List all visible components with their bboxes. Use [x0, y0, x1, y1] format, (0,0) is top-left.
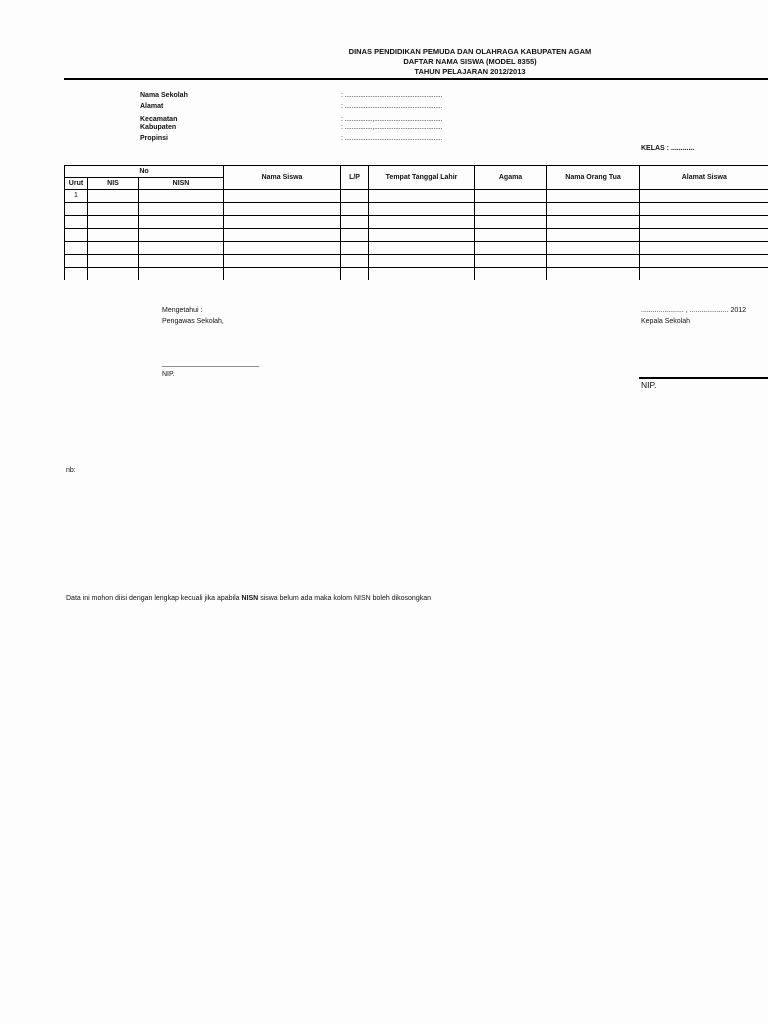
header-rule [64, 78, 768, 80]
table-cell-alamat-siswa [640, 190, 768, 203]
table-cell-nisn [139, 229, 224, 242]
info-label: Kabupaten [140, 124, 177, 131]
table-cell-lp [341, 268, 369, 281]
table-cell-nis [88, 203, 139, 216]
table-body [65, 190, 768, 281]
document-title [300, 47, 640, 77]
table-cell-nis [88, 242, 139, 255]
left-signature-line: _________________________ [162, 360, 260, 367]
header-nama-siswa: Nama Siswa [224, 166, 341, 190]
header-lp: L/P [341, 166, 369, 190]
table-cell-nis [88, 229, 139, 242]
table-cell-alamat-siswa [640, 268, 768, 281]
left-signature [162, 305, 224, 327]
table-cell-nama-orang-tua [547, 229, 640, 242]
header-nisn: NISN [139, 178, 224, 190]
header-nis: NIS [88, 178, 139, 190]
info-label: Nama Sekolah [140, 92, 188, 99]
table-row [65, 268, 768, 281]
table-cell-alamat-siswa [640, 242, 768, 255]
table-cell-agama [475, 255, 547, 268]
footnote-text-end: siswa belum ada maka kolom NISN boleh dikosongkan [258, 595, 432, 602]
info-label: Propinsi [140, 135, 169, 142]
nb-label: nb: [66, 467, 76, 474]
table-cell-agama [475, 190, 547, 203]
footnote [66, 593, 431, 604]
table-cell-lp [341, 203, 369, 216]
info-value: : ........................................................ [341, 92, 443, 99]
table-cell-nama-siswa [224, 242, 341, 255]
info-row-propinsi [140, 134, 540, 144]
table-cell-nis [88, 216, 139, 229]
table-row [65, 242, 768, 255]
table-cell-nisn [139, 190, 224, 203]
footnote-bold: NISN [241, 595, 259, 602]
table-cell-alamat-siswa [640, 229, 768, 242]
header-urut: Urut [65, 178, 88, 190]
table-cell-nama-orang-tua [547, 203, 640, 216]
header-tempat-tanggal-lahir: Tempat Tanggal Lahir [369, 166, 475, 190]
table-row [65, 203, 768, 216]
table-cell-alamat-siswa [640, 203, 768, 216]
table-cell-alamat-siswa [640, 216, 768, 229]
info-value: : ................,....................................... [341, 124, 443, 131]
pengawas-label: Pengawas Sekolah, [162, 318, 224, 325]
table-row [65, 190, 768, 203]
table-cell-lp [341, 255, 369, 268]
kelas-field: KELAS : ............ [641, 145, 695, 152]
table-cell-nama-siswa [224, 190, 341, 203]
table-cell-nama-orang-tua [547, 190, 640, 203]
left-nip-label: NIP. [162, 371, 175, 378]
table-cell-nama-siswa [224, 229, 341, 242]
info-row-alamat [140, 102, 540, 112]
right-signature [641, 305, 746, 327]
table-cell-lp [341, 229, 369, 242]
table-cell-nisn [139, 216, 224, 229]
info-label: Alamat [140, 103, 164, 110]
table-cell-agama [475, 268, 547, 281]
table-cell-urut [65, 255, 88, 268]
table-cell-urut [65, 268, 88, 281]
table-cell-urut [65, 203, 88, 216]
table-cell-lp [341, 242, 369, 255]
table-cell-alamat-siswa [640, 255, 768, 268]
info-value: : ........................................................ [341, 103, 443, 110]
table-cell-tempat-tanggal-lahir [369, 268, 475, 281]
table-cell-tempat-tanggal-lahir [369, 216, 475, 229]
table-cell-nis [88, 190, 139, 203]
table-cell-agama [475, 229, 547, 242]
table-cell-nama-siswa [224, 255, 341, 268]
table-cell-tempat-tanggal-lahir [369, 190, 475, 203]
table-row [65, 216, 768, 229]
table-cell-nama-orang-tua [547, 242, 640, 255]
info-row-kabupaten [140, 123, 540, 133]
kepala-sekolah-label: Kepala Sekolah [641, 318, 691, 325]
table-cell-tempat-tanggal-lahir [369, 229, 475, 242]
table-cell-nisn [139, 242, 224, 255]
table-cell-agama [475, 216, 547, 229]
title-line-agency: DINAS PENDIDIKAN PEMUDA DAN OLAHRAGA KABUPATEN AGAM [348, 47, 592, 56]
table-cell-urut [65, 242, 88, 255]
info-row-nama-sekolah [140, 91, 540, 101]
table-cell-agama [475, 242, 547, 255]
table-cell-urut: 1 [65, 190, 88, 203]
table-row [65, 255, 768, 268]
table-cell-lp [341, 216, 369, 229]
header-nama-orang-tua: Nama Orang Tua [547, 166, 640, 190]
table-cell-nisn [139, 268, 224, 281]
table-row [65, 229, 768, 242]
table-cell-tempat-tanggal-lahir [369, 242, 475, 255]
table-cell-nama-orang-tua [547, 216, 640, 229]
right-nip-label: NIP. [641, 380, 657, 390]
mengetahui-label: Mengetahui : [162, 307, 203, 314]
table-cell-nama-orang-tua [547, 255, 640, 268]
table-cell-nisn [139, 203, 224, 216]
student-table [64, 165, 768, 280]
table-cell-nama-siswa [224, 203, 341, 216]
title-line-year: TAHUN PELAJARAN 2012/2013 [414, 67, 526, 76]
table-cell-nama-siswa [224, 216, 341, 229]
header-agama: Agama [475, 166, 547, 190]
info-value: : ........................................................ [341, 135, 443, 142]
place-date-field: ...................... , .................... 2012 [641, 307, 747, 314]
info-value: : ................,....................................... [341, 116, 443, 123]
table-cell-urut [65, 229, 88, 242]
table-header-row [65, 166, 768, 178]
table-cell-tempat-tanggal-lahir [369, 203, 475, 216]
table-cell-nama-orang-tua [547, 268, 640, 281]
footnote-text: Data ini mohon diisi dengan lengkap kecuali jika apabila [66, 595, 242, 602]
header-alamat-siswa: Alamat Siswa [640, 166, 768, 190]
table-cell-nama-siswa [224, 268, 341, 281]
table-cell-urut [65, 216, 88, 229]
header-no: No [65, 166, 224, 178]
table-cell-agama [475, 203, 547, 216]
title-line-list: DAFTAR NAMA SISWA (MODEL 8355) [403, 57, 537, 66]
info-label: Kecamatan [140, 116, 178, 123]
table-cell-nisn [139, 255, 224, 268]
table-cell-tempat-tanggal-lahir [369, 255, 475, 268]
right-signature-line [639, 377, 768, 379]
table-cell-nis [88, 268, 139, 281]
table-cell-lp [341, 190, 369, 203]
table-cell-nis [88, 255, 139, 268]
